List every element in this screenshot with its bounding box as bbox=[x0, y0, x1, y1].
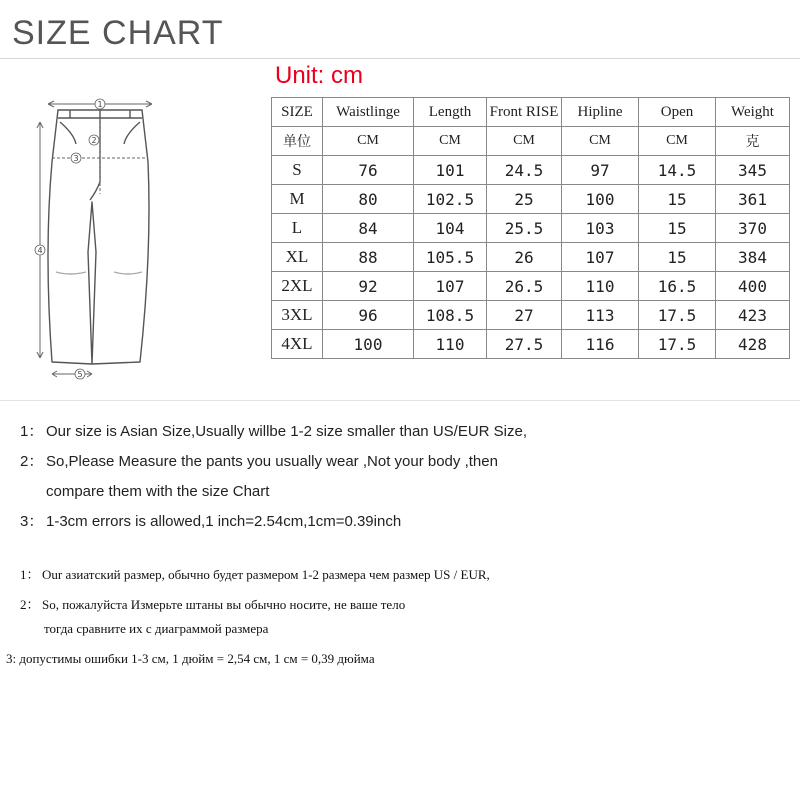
unit-cell: CM bbox=[562, 127, 639, 156]
table-row bbox=[272, 330, 790, 359]
note-number: 2： bbox=[20, 597, 40, 612]
cell-waist: 84 bbox=[323, 214, 414, 243]
cell-open: 14.5 bbox=[639, 156, 716, 185]
cell-length: 102.5 bbox=[414, 185, 487, 214]
cell-size: 3XL bbox=[272, 301, 323, 330]
note-text: 1-3cm errors is allowed,1 inch=2.54cm,1cm=0.39inch bbox=[46, 513, 402, 530]
note-1 bbox=[20, 422, 527, 452]
unit-cell: CM bbox=[487, 127, 562, 156]
marker-4: 4 bbox=[37, 246, 43, 255]
pants-diagram bbox=[30, 82, 180, 382]
cell-front-rise: 27 bbox=[487, 301, 562, 330]
cell-front-rise: 26.5 bbox=[487, 272, 562, 301]
note-3 bbox=[20, 512, 527, 542]
cell-size: XL bbox=[272, 243, 323, 272]
cell-size: 2XL bbox=[272, 272, 323, 301]
cell-hipline: 103 bbox=[562, 214, 639, 243]
cell-length: 105.5 bbox=[414, 243, 487, 272]
cell-waist: 80 bbox=[323, 185, 414, 214]
title-divider bbox=[0, 58, 800, 59]
cell-length: 101 bbox=[414, 156, 487, 185]
cell-hipline: 116 bbox=[562, 330, 639, 359]
cell-weight: 384 bbox=[716, 243, 790, 272]
cell-hipline: 113 bbox=[562, 301, 639, 330]
note-number: 1： bbox=[20, 423, 44, 440]
cell-front-rise: 24.5 bbox=[487, 156, 562, 185]
marker-1: 1 bbox=[97, 100, 103, 109]
cell-weight: 400 bbox=[716, 272, 790, 301]
marker-3: 3 bbox=[73, 154, 79, 163]
note-text: So,Please Measure the pants you usually wear ,Not your body ,then bbox=[46, 453, 498, 470]
table-row bbox=[272, 301, 790, 330]
marker-5: 5 bbox=[77, 370, 83, 379]
cell-front-rise: 25.5 bbox=[487, 214, 562, 243]
note-number: 1： bbox=[20, 567, 40, 582]
unit-cell: CM bbox=[414, 127, 487, 156]
cell-size: M bbox=[272, 185, 323, 214]
cell-size: L bbox=[272, 214, 323, 243]
cell-open: 15 bbox=[639, 243, 716, 272]
page-title: SIZE CHART bbox=[12, 14, 224, 52]
note-number: 2： bbox=[20, 453, 44, 470]
table-unit-row bbox=[272, 127, 790, 156]
size-table bbox=[271, 97, 790, 359]
cell-open: 16.5 bbox=[639, 272, 716, 301]
table-header-row bbox=[272, 98, 790, 127]
table-row bbox=[272, 156, 790, 185]
col-header-size: SIZE bbox=[272, 98, 323, 127]
table-row bbox=[272, 185, 790, 214]
table-row bbox=[272, 214, 790, 243]
cell-length: 107 bbox=[414, 272, 487, 301]
cell-weight: 361 bbox=[716, 185, 790, 214]
cell-waist: 88 bbox=[323, 243, 414, 272]
col-header-open: Open bbox=[639, 98, 716, 127]
cell-waist: 100 bbox=[323, 330, 414, 359]
cell-front-rise: 25 bbox=[487, 185, 562, 214]
unit-cell: CM bbox=[639, 127, 716, 156]
note-text: Our азиатский размер, обычно будет размером 1-2 размера чем размер US / EUR, bbox=[42, 567, 490, 582]
col-header-length: Length bbox=[414, 98, 487, 127]
cell-size: S bbox=[272, 156, 323, 185]
note-2 bbox=[20, 452, 527, 482]
col-header-waist: Waistlinge bbox=[323, 98, 414, 127]
table-row bbox=[272, 272, 790, 301]
marker-2: 2 bbox=[91, 136, 97, 145]
note-text: So, пожалуйста Измерьте штаны вы обычно носите, не ваше тело bbox=[42, 597, 406, 612]
section-divider bbox=[0, 400, 800, 401]
col-header-weight: Weight bbox=[716, 98, 790, 127]
cell-hipline: 110 bbox=[562, 272, 639, 301]
cell-waist: 96 bbox=[323, 301, 414, 330]
unit-cell: 克 bbox=[716, 127, 790, 156]
unit-cell: 单位 bbox=[272, 127, 323, 156]
cell-open: 17.5 bbox=[639, 301, 716, 330]
note-ru-2-continued: тогда сравните их с диаграммой размера bbox=[44, 621, 269, 636]
cell-weight: 428 bbox=[716, 330, 790, 359]
note-ru-2 bbox=[20, 596, 490, 620]
cell-hipline: 107 bbox=[562, 243, 639, 272]
note-number: 3： bbox=[20, 513, 44, 530]
cell-weight: 345 bbox=[716, 156, 790, 185]
cell-weight: 370 bbox=[716, 214, 790, 243]
cell-open: 15 bbox=[639, 185, 716, 214]
cell-front-rise: 26 bbox=[487, 243, 562, 272]
note-ru-3: 3: допустимы ошибки 1-3 см, 1 дюйм = 2,54 см, 1 см = 0,39 дюйма bbox=[6, 651, 375, 666]
cell-length: 110 bbox=[414, 330, 487, 359]
cell-hipline: 100 bbox=[562, 185, 639, 214]
notes-english bbox=[20, 422, 527, 542]
note-ru-1 bbox=[20, 566, 490, 596]
cell-waist: 76 bbox=[323, 156, 414, 185]
note-text: Our size is Asian Size,Usually willbe 1-2 size smaller than US/EUR Size, bbox=[46, 423, 528, 440]
cell-waist: 92 bbox=[323, 272, 414, 301]
cell-weight: 423 bbox=[716, 301, 790, 330]
cell-size: 4XL bbox=[272, 330, 323, 359]
cell-hipline: 97 bbox=[562, 156, 639, 185]
cell-open: 15 bbox=[639, 214, 716, 243]
col-header-hipline: Hipline bbox=[562, 98, 639, 127]
cell-front-rise: 27.5 bbox=[487, 330, 562, 359]
note-2-continued: compare them with the size Chart bbox=[46, 483, 270, 500]
unit-label: Unit: cm bbox=[275, 62, 364, 89]
unit-cell: CM bbox=[323, 127, 414, 156]
pants-outline bbox=[48, 110, 149, 364]
cell-open: 17.5 bbox=[639, 330, 716, 359]
notes-russian bbox=[6, 566, 490, 680]
cell-length: 104 bbox=[414, 214, 487, 243]
col-header-front-rise: Front RISE bbox=[487, 98, 562, 127]
table-row bbox=[272, 243, 790, 272]
cell-length: 108.5 bbox=[414, 301, 487, 330]
